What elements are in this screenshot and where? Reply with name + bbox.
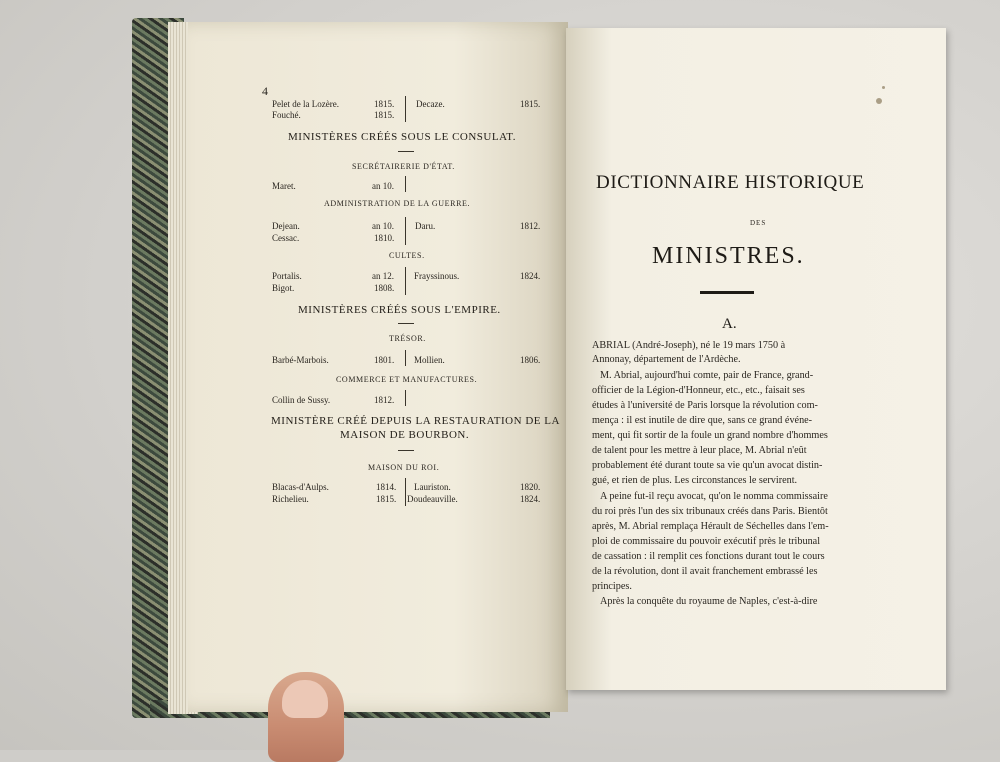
minister-year: 1815.: [376, 494, 397, 504]
body-text-line: mença : il est inutile de dire que, sans ce grand événe-: [592, 415, 813, 426]
body-text-line: gué, et rien de plus. Les circonstances le servirent.: [592, 475, 798, 486]
body-text-line: Annonay, département de l'Ardèche.: [592, 354, 741, 365]
minister-year: an 10.: [372, 221, 394, 231]
minister-name: Mollien.: [414, 355, 445, 365]
minister-name: Dejean.: [272, 221, 300, 231]
minister-name: Blacas-d'Aulps.: [272, 482, 329, 492]
column-divider: [405, 350, 406, 366]
minister-year: an 10.: [372, 181, 394, 191]
minister-name: Pelet de la Lozère.: [272, 99, 339, 109]
paper-spot: [882, 86, 885, 89]
minister-year: an 12.: [372, 271, 394, 281]
body-text-line: de la révolution, dont il avait franchement embrassé les: [592, 566, 818, 577]
minister-name: Lauriston.: [414, 482, 451, 492]
body-text-line: M. Abrial, aujourd'hui comte, pair de France, grand-: [600, 370, 814, 381]
section-letter: A.: [722, 316, 737, 332]
minister-name: Cessac.: [272, 233, 300, 243]
minister-name: Decaze.: [416, 99, 445, 109]
minister-year: 1810.: [374, 233, 395, 243]
minister-name: Barbé-Marbois.: [272, 355, 329, 365]
divider: [398, 151, 414, 152]
section-heading: MAISON DE BOURBON.: [340, 429, 470, 441]
left-page: [188, 22, 568, 712]
column-divider: [405, 217, 406, 245]
minister-name: Richelieu.: [272, 494, 309, 504]
book-title: DICTIONNAIRE HISTORIQUE: [596, 172, 865, 193]
subsection-heading: MAISON DU ROI.: [368, 463, 440, 472]
subsection-heading: ADMINISTRATION DE LA GUERRE.: [324, 199, 471, 208]
minister-year: 1815.: [520, 99, 541, 109]
section-heading: MINISTÈRE CRÉÉ DEPUIS LA RESTAURATION DE LA: [271, 415, 560, 427]
body-text-line: A peine fut-il reçu avocat, qu'on le nomma commissaire: [600, 491, 828, 502]
minister-name: Collin de Sussy.: [272, 395, 331, 405]
subsection-heading: TRÉSOR.: [389, 334, 426, 343]
minister-year: 1815.: [374, 99, 395, 109]
body-text-line: probablement été durant toute sa vie qu'un avocat distin-: [592, 460, 823, 471]
body-text-line: de cassation : il remplit ces fonctions durant tout le cours: [592, 551, 825, 562]
minister-name: Doudeauville.: [407, 494, 458, 504]
title-rule: [700, 291, 754, 294]
subsection-heading: CULTES.: [389, 251, 425, 260]
page-number: 4: [262, 84, 268, 98]
column-divider: [405, 176, 406, 192]
minister-year: 1824.: [520, 494, 541, 504]
column-divider: [405, 96, 406, 122]
section-heading: MINISTÈRES CRÉÉS SOUS LE CONSULAT.: [288, 131, 516, 143]
minister-year: 1801.: [374, 355, 395, 365]
subsection-heading: COMMERCE ET MANUFACTURES.: [336, 375, 478, 384]
minister-name: Fouché.: [272, 110, 301, 120]
body-text-line: études à l'université de Paris lorsque la révolution com-: [592, 400, 818, 411]
minister-year: 1806.: [520, 355, 541, 365]
body-text-line: principes.: [592, 581, 632, 592]
body-text-line: après, M. Abrial remplaça Hérault de Séchelles dans l'em-: [592, 521, 829, 532]
body-text-line: Après la conquête du royaume de Naples, c'est-à-dire: [600, 596, 818, 607]
column-divider: [405, 478, 406, 506]
body-text-line: officier de la Légion-d'Honneur, etc., etc., faisait ses: [592, 385, 805, 396]
minister-name: Portalis.: [272, 271, 302, 281]
minister-year: 1812.: [374, 395, 395, 405]
body-text-line: du roi près l'un des six tribunaux créés dans Paris. Bientôt: [592, 506, 828, 517]
body-text-line: ploi de commissaire du pouvoir exécutif près le tribunal: [592, 536, 821, 547]
minister-name: Daru.: [415, 221, 436, 231]
column-divider: [405, 267, 406, 295]
body-text-line: ment, qui fit sortir de la foule un grand nombre d'hommes: [592, 430, 828, 441]
minister-name: Bigot.: [272, 283, 295, 293]
body-text-line: de talent pour les mettre à leur place, M. Abrial n'eût: [592, 445, 807, 456]
book-title-des: DES: [750, 219, 767, 227]
divider: [398, 323, 414, 324]
column-divider: [405, 390, 406, 406]
minister-name: Frayssinous.: [414, 271, 460, 281]
minister-year: 1814.: [376, 482, 397, 492]
book-title-ministres: MINISTRES.: [652, 243, 805, 269]
minister-name: Maret.: [272, 181, 296, 191]
subsection-heading: SECRÉTAIRERIE D'ÉTAT.: [352, 162, 455, 171]
divider: [398, 450, 414, 451]
section-heading: MINISTÈRES CRÉÉS SOUS L'EMPIRE.: [298, 304, 501, 316]
minister-year: 1815.: [374, 110, 395, 120]
body-text-line: ABRIAL (André-Joseph), né le 19 mars 1750 à: [592, 340, 786, 351]
paper-spot: [876, 98, 882, 104]
minister-year: 1824.: [520, 271, 541, 281]
thumbnail-nail: [282, 680, 328, 718]
minister-year: 1820.: [520, 482, 541, 492]
minister-year: 1808.: [374, 283, 395, 293]
minister-year: 1812.: [520, 221, 541, 231]
